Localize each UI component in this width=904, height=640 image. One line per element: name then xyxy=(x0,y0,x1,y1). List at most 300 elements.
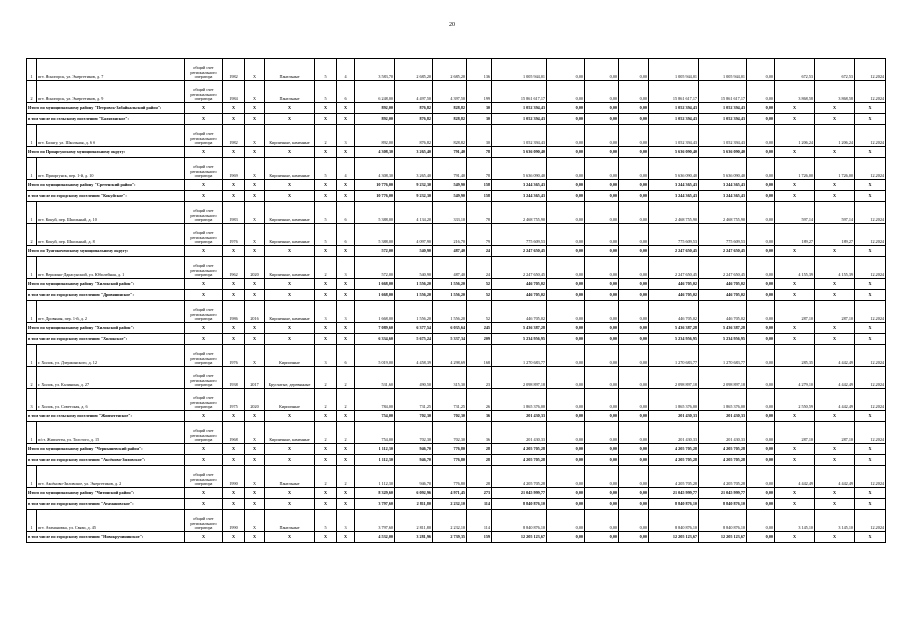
table-cell: общий счет регионального оператора xyxy=(185,59,223,81)
table-cell: общий счет регионального оператора xyxy=(185,257,223,279)
table-cell: 2 247 650,45 xyxy=(649,246,699,257)
table-cell: 0,00 xyxy=(747,532,775,543)
table-cell: Х xyxy=(315,444,337,455)
table-cell: 2 247 650,45 xyxy=(649,257,699,279)
table-cell: Х xyxy=(855,290,886,301)
table-cell: Х xyxy=(185,455,223,466)
table-cell: 12.2024 xyxy=(855,125,886,147)
table-cell: 201 430,33 xyxy=(649,422,699,444)
table-cell: Х xyxy=(337,334,355,345)
table-cell: 0,00 xyxy=(547,499,585,510)
table-cell: 2 098 897,18 xyxy=(699,367,747,389)
table-cell: Х xyxy=(185,323,223,334)
table-cell: 5 337,34 xyxy=(433,334,467,345)
table-row xyxy=(27,125,886,147)
table-cell: 4 134,20 xyxy=(395,202,433,224)
table-cell: Х xyxy=(245,532,265,543)
table-cell: 828,82 xyxy=(433,114,467,125)
summary-row xyxy=(27,488,886,499)
table-cell: 775 609,53 xyxy=(699,224,747,246)
table-cell: 4 442,49 xyxy=(815,466,855,488)
table-cell: 4 205 705,28 xyxy=(699,466,747,488)
table-cell: 487,40 xyxy=(433,246,467,257)
table-cell: 2020 xyxy=(245,257,265,279)
table-cell: 0,00 xyxy=(619,103,649,114)
table-cell: 0,00 xyxy=(619,345,649,367)
table-row xyxy=(27,389,886,411)
table-cell: 0,00 xyxy=(747,466,775,488)
summary-row xyxy=(27,323,886,334)
table-cell: 201 430,33 xyxy=(699,411,747,422)
table-cell: 8 840 876,10 xyxy=(492,499,547,510)
table-cell: 4 205 705,28 xyxy=(649,444,699,455)
table-cell: 0,00 xyxy=(547,510,585,532)
table-cell: 0,00 xyxy=(747,444,775,455)
summary-row xyxy=(27,499,886,510)
table-cell: Х xyxy=(315,103,337,114)
table-cell: пгт. Аксёново-Зиловское, ул. Энергетиков, д. 2 xyxy=(37,466,185,488)
table-cell: Х xyxy=(315,114,337,125)
table-cell: Х xyxy=(815,455,855,466)
table-cell: 0,00 xyxy=(619,257,649,279)
table-cell: 5 636 090,40 xyxy=(699,158,747,180)
table-cell: Х xyxy=(775,290,815,301)
table-cell: 1 052 394,43 xyxy=(699,114,747,125)
table-cell: Х xyxy=(245,246,265,257)
table-cell: Х xyxy=(855,499,886,510)
table-cell: в том числе по сельскому поселению "Жипхегенское": xyxy=(27,411,185,422)
table-cell: общий счет регионального оператора xyxy=(185,345,223,367)
table-cell: 946,70 xyxy=(395,466,433,488)
table-cell: 158 xyxy=(467,180,492,191)
table-cell: общий счет регионального оператора xyxy=(185,158,223,180)
table-cell: Х xyxy=(185,444,223,455)
table-cell: 0,00 xyxy=(747,103,775,114)
table-cell: 0,00 xyxy=(547,59,585,81)
table-cell: Х xyxy=(337,290,355,301)
table-cell: 1 865 376,00 xyxy=(699,389,747,411)
page-number: 20 xyxy=(449,22,455,28)
table-cell: 0,00 xyxy=(547,323,585,334)
table-cell: Х xyxy=(245,147,265,158)
table-cell: общий счет регионального оператора xyxy=(185,202,223,224)
table-cell: 1 005 944,01 xyxy=(492,59,547,81)
table-cell: Х xyxy=(855,180,886,191)
table-cell: Х xyxy=(185,411,223,422)
table-cell: 0,00 xyxy=(585,224,619,246)
table-row xyxy=(27,257,886,279)
table-cell: 0,00 xyxy=(547,444,585,455)
table-cell: 78 xyxy=(467,158,492,180)
table-cell: Х xyxy=(245,510,265,532)
table-cell: 3 265,40 xyxy=(395,158,433,180)
table-cell: 3 868,58 xyxy=(815,81,855,103)
table-cell: пгт. Кокуй, пер. Школьный, д. 8 xyxy=(37,224,185,246)
table-cell: 1 112,30 xyxy=(355,444,395,455)
table-cell: Х xyxy=(245,125,265,147)
table-cell: Х xyxy=(265,499,315,510)
table-cell: 2 xyxy=(337,422,355,444)
table-cell: 1982 xyxy=(223,125,245,147)
table-cell: Х xyxy=(265,103,315,114)
table-cell: общий счет регионального оператора xyxy=(185,224,223,246)
table-cell: 446 705,02 xyxy=(699,301,747,323)
table-cell: 3 868,58 xyxy=(775,81,815,103)
table-cell: 776,80 xyxy=(433,455,467,466)
table-cell: 201 430,33 xyxy=(699,422,747,444)
table-cell: 15 861 617,17 xyxy=(699,81,747,103)
table-cell: 754,00 xyxy=(355,422,395,444)
table-cell: 549,90 xyxy=(433,191,467,202)
table-cell: 21 045 999,77 xyxy=(649,488,699,499)
table-cell: в том числе по городскому поселению "Аксёново-Зиловское": xyxy=(27,455,185,466)
table-cell: 0,00 xyxy=(747,334,775,345)
table-cell: 1 865 376,00 xyxy=(649,389,699,411)
table-cell: 5 636 090,40 xyxy=(699,147,747,158)
table-cell: 0,00 xyxy=(619,180,649,191)
table-cell: 5 234 956,95 xyxy=(492,334,547,345)
table-cell: 446 705,02 xyxy=(492,301,547,323)
table-cell: 0,00 xyxy=(585,389,619,411)
table-cell: 2 xyxy=(315,257,337,279)
table-body xyxy=(27,59,886,543)
table-cell: Х xyxy=(775,411,815,422)
table-cell: 15 861 617,17 xyxy=(649,81,699,103)
table-cell: 6 xyxy=(337,202,355,224)
table-cell: Панельные xyxy=(265,466,315,488)
table-cell: 776,80 xyxy=(433,466,467,488)
table-cell: 1984 xyxy=(223,81,245,103)
table-cell: 0,00 xyxy=(547,345,585,367)
table-cell: 2 247 650,45 xyxy=(699,246,747,257)
table-cell: 0,00 xyxy=(619,59,649,81)
table-cell: 0,00 xyxy=(747,367,775,389)
table-cell: Панельные xyxy=(265,59,315,81)
table-cell: Х xyxy=(775,180,815,191)
table-cell: 0,00 xyxy=(619,488,649,499)
table-cell: 36 xyxy=(467,422,492,444)
summary-row xyxy=(27,191,886,202)
table-cell: 287,10 xyxy=(815,422,855,444)
capital-repair-table xyxy=(26,58,886,543)
table-cell: 0,00 xyxy=(547,125,585,147)
table-cell: Х xyxy=(265,147,315,158)
table-cell: 0,00 xyxy=(747,389,775,411)
table-row xyxy=(27,345,886,367)
table-cell: Х xyxy=(245,59,265,81)
table-cell: 136 xyxy=(467,59,492,81)
table-cell: Х xyxy=(815,488,855,499)
table-cell: Х xyxy=(223,290,245,301)
table-cell: Х xyxy=(855,114,886,125)
table-cell: 0,00 xyxy=(547,279,585,290)
table-cell: 5 xyxy=(315,158,337,180)
table-cell: Х xyxy=(185,532,223,543)
table-cell: 209 xyxy=(467,334,492,345)
table-cell: 0,00 xyxy=(585,158,619,180)
table-cell: 1 112,30 xyxy=(355,466,395,488)
table-cell: 2 685,20 xyxy=(395,59,433,81)
table-cell: 9 232,30 xyxy=(395,180,433,191)
table-cell: 159 xyxy=(467,532,492,543)
table-cell: 0,00 xyxy=(747,422,775,444)
table-cell: Х xyxy=(223,455,245,466)
table-cell: 1 xyxy=(27,301,37,323)
table-cell: Х xyxy=(855,147,886,158)
table-cell: Х xyxy=(223,147,245,158)
table-cell: Х xyxy=(775,488,815,499)
table-cell: 2 xyxy=(315,125,337,147)
table-cell: 0,00 xyxy=(619,301,649,323)
table-cell: 0,00 xyxy=(747,455,775,466)
table-cell: Кирпичные, каменные xyxy=(265,224,315,246)
table-cell: 0,00 xyxy=(747,180,775,191)
table-cell: 446 705,02 xyxy=(649,290,699,301)
table-cell: 1 052 394,43 xyxy=(649,125,699,147)
table-cell: 1976 xyxy=(223,224,245,246)
table-cell: 1 270 683,77 xyxy=(649,345,699,367)
table-cell: Х xyxy=(315,334,337,345)
table-cell: Х xyxy=(223,103,245,114)
table-row xyxy=(27,422,886,444)
table-cell: 2 xyxy=(337,466,355,488)
table-row xyxy=(27,367,886,389)
table-cell: Х xyxy=(815,103,855,114)
table-cell: Х xyxy=(855,488,886,499)
table-cell: пгт. Балягу, ул. Школьная, д. 6 б xyxy=(37,125,185,147)
table-cell: 1 052 394,43 xyxy=(492,125,547,147)
table-cell: 4 308,30 xyxy=(355,147,395,158)
table-cell: 672,53 xyxy=(815,59,855,81)
table-cell: Х xyxy=(245,290,265,301)
table-cell: 1 556,20 xyxy=(433,301,467,323)
table-cell: 2 xyxy=(315,466,337,488)
table-cell: 12.2024 xyxy=(855,389,886,411)
table-cell: Х xyxy=(775,114,815,125)
table-cell: 1 xyxy=(27,257,37,279)
table-cell: 0,00 xyxy=(547,334,585,345)
table-cell: Х xyxy=(265,279,315,290)
table-cell: Х xyxy=(337,191,355,202)
summary-row xyxy=(27,290,886,301)
table-cell: 0,00 xyxy=(585,466,619,488)
table-cell: 0,00 xyxy=(747,290,775,301)
table-cell: 0,00 xyxy=(619,466,649,488)
table-cell: г. Хилок, ул. Калинина, д. 27 xyxy=(37,367,185,389)
table-cell: 0,00 xyxy=(547,257,585,279)
table-cell: 4 205 705,28 xyxy=(649,466,699,488)
table-cell: Х xyxy=(265,532,315,543)
table-cell: Х xyxy=(223,444,245,455)
summary-row xyxy=(27,455,886,466)
table-cell: 490,50 xyxy=(395,367,433,389)
table-cell: 775 609,53 xyxy=(649,224,699,246)
table-cell: 0,00 xyxy=(547,114,585,125)
table-cell: 79 xyxy=(467,224,492,246)
table-cell: 4 205 705,28 xyxy=(492,466,547,488)
table-cell: Х xyxy=(815,444,855,455)
table-cell: в том числе по городскому поселению "Дровянинское": xyxy=(27,290,185,301)
table-cell: Кирпичные, каменные xyxy=(265,202,315,224)
table-cell: Х xyxy=(245,158,265,180)
table-cell: 30 xyxy=(467,114,492,125)
table-cell: 0,00 xyxy=(585,290,619,301)
table-cell: общий счет регионального оператора xyxy=(185,389,223,411)
table-cell: Х xyxy=(265,411,315,422)
table-cell: 0,00 xyxy=(547,488,585,499)
table-cell: 0,00 xyxy=(619,246,649,257)
table-cell: 8 840 876,10 xyxy=(649,510,699,532)
table-cell: 731,25 xyxy=(395,389,433,411)
table-cell: Х xyxy=(185,290,223,301)
table-cell: 775 609,53 xyxy=(492,224,547,246)
table-cell: Х xyxy=(315,191,337,202)
table-cell: Х xyxy=(775,103,815,114)
table-cell: 3 265,40 xyxy=(395,147,433,158)
table-cell: 2 468 755,90 xyxy=(699,202,747,224)
table-cell: пгт. Ясногорск, ул. Энергетиков, д. 9 xyxy=(37,81,185,103)
table-cell: 1976 xyxy=(223,345,245,367)
table-cell: 702,30 xyxy=(433,422,467,444)
table-cell: 791,40 xyxy=(433,158,467,180)
table-cell: 2 739,35 xyxy=(433,532,467,543)
table-cell: 446 705,02 xyxy=(492,290,547,301)
table-cell: 0,00 xyxy=(585,246,619,257)
table-cell: 0,00 xyxy=(619,389,649,411)
table-cell: 21 045 999,77 xyxy=(492,488,547,499)
table-cell: Х xyxy=(265,323,315,334)
table-cell: 0,00 xyxy=(585,510,619,532)
table-cell: 10 776,00 xyxy=(355,180,395,191)
table-cell: пгт. Дровяная, пер. 1-й, д. 2 xyxy=(37,301,185,323)
table-cell: 30 xyxy=(467,103,492,114)
table-cell: 1 556,20 xyxy=(395,279,433,290)
table-cell: Кирпичные, каменные xyxy=(265,125,315,147)
table-cell: 0,00 xyxy=(547,246,585,257)
table-cell: Итого по Тунгокоченскому муниципальному округу: xyxy=(27,246,185,257)
table-cell: Х xyxy=(245,323,265,334)
table-cell: 189,27 xyxy=(775,224,815,246)
table-cell: 1 865 376,00 xyxy=(492,389,547,411)
table-cell: 0,00 xyxy=(619,422,649,444)
table-cell: 2 468 755,90 xyxy=(492,202,547,224)
table-cell: Х xyxy=(815,147,855,158)
table-cell: Х xyxy=(315,246,337,257)
table-cell: 6 377,54 xyxy=(395,323,433,334)
table-cell: 876,82 xyxy=(395,103,433,114)
table-cell: 1 xyxy=(27,422,37,444)
table-cell: в том числе по сельскому поселению "Баляганское": xyxy=(27,114,185,125)
table-cell: Х xyxy=(815,334,855,345)
table-cell: пгт. Кокуй, пер. Школьный, д. 10 xyxy=(37,202,185,224)
table-cell: Х xyxy=(265,455,315,466)
table-cell: 0,00 xyxy=(585,180,619,191)
table-cell: Х xyxy=(815,532,855,543)
table-cell: Х xyxy=(185,103,223,114)
table-cell: 1 xyxy=(27,59,37,81)
table-cell: в том числе по городскому поселению "Атамановское": xyxy=(27,499,185,510)
table-cell: 531,60 xyxy=(355,367,395,389)
table-cell: г. Хилок, ул. Дзержинского, д. 12 xyxy=(37,345,185,367)
table-cell: Х xyxy=(855,532,886,543)
table-cell: 2016 xyxy=(245,301,265,323)
table-cell: 1 668,00 xyxy=(355,301,395,323)
table-cell: 876,82 xyxy=(395,125,433,147)
table-cell: 4 279,10 xyxy=(775,367,815,389)
table-cell: Х xyxy=(337,411,355,422)
summary-row xyxy=(27,114,886,125)
table-cell: 168 xyxy=(467,345,492,367)
table-cell: 6 xyxy=(337,81,355,103)
table-cell: 0,00 xyxy=(585,191,619,202)
table-cell: 0,00 xyxy=(585,323,619,334)
table-cell: 12.2024 xyxy=(855,224,886,246)
table-cell: 0,00 xyxy=(747,147,775,158)
table-cell: Х xyxy=(245,444,265,455)
table-cell: Х xyxy=(815,323,855,334)
table-cell: 2 811,80 xyxy=(395,510,433,532)
table-cell: 0,00 xyxy=(585,532,619,543)
table-cell: Х xyxy=(315,323,337,334)
table-cell: 201 430,33 xyxy=(492,411,547,422)
table-cell: 1982 xyxy=(223,59,245,81)
table-cell: 0,00 xyxy=(619,191,649,202)
table-cell: 5 234 956,95 xyxy=(649,334,699,345)
table-cell: 2 247 650,45 xyxy=(492,246,547,257)
table-cell: 0,00 xyxy=(547,532,585,543)
table-cell: Х xyxy=(185,279,223,290)
table-cell: 2 232,10 xyxy=(433,510,467,532)
table-cell: 4 442,49 xyxy=(815,389,855,411)
table-cell: 5 234 956,95 xyxy=(699,334,747,345)
table-cell: 3 xyxy=(337,301,355,323)
table-cell: 315,30 xyxy=(433,367,467,389)
table-cell: 78 xyxy=(467,202,492,224)
table-cell: 6 035,64 xyxy=(433,323,467,334)
table-cell: 3 244 365,43 xyxy=(649,191,699,202)
table-cell: 446 705,02 xyxy=(649,279,699,290)
table-cell: 333,10 xyxy=(433,202,467,224)
table-cell: 1 726,00 xyxy=(775,158,815,180)
table-cell: 540,90 xyxy=(395,257,433,279)
table-cell: 4 298,69 xyxy=(433,345,467,367)
table-cell: Х xyxy=(245,422,265,444)
table-cell: 287,10 xyxy=(775,301,815,323)
table-cell: 2 xyxy=(337,367,355,389)
table-cell: 0,00 xyxy=(585,257,619,279)
table-cell: 0,00 xyxy=(585,345,619,367)
table-cell: Х xyxy=(337,532,355,543)
summary-row xyxy=(27,411,886,422)
table-cell: 754,00 xyxy=(355,411,395,422)
table-cell: 1 xyxy=(27,158,37,180)
table-cell: 1983 xyxy=(223,202,245,224)
table-cell: Х xyxy=(315,279,337,290)
table-cell: 12 205 123,67 xyxy=(699,532,747,543)
table-cell: 0,00 xyxy=(747,257,775,279)
table-cell: 1 052 394,43 xyxy=(699,125,747,147)
table-cell: 0,00 xyxy=(547,301,585,323)
table-cell: 946,70 xyxy=(395,444,433,455)
table-cell: Х xyxy=(815,290,855,301)
table-cell: Х xyxy=(315,532,337,543)
table-cell: 0,00 xyxy=(747,158,775,180)
table-cell: 0,00 xyxy=(619,455,649,466)
table-cell: Х xyxy=(245,224,265,246)
table-cell: 1 xyxy=(27,345,37,367)
table-cell: 1938 xyxy=(223,367,245,389)
table-cell: 1 005 944,01 xyxy=(649,59,699,81)
